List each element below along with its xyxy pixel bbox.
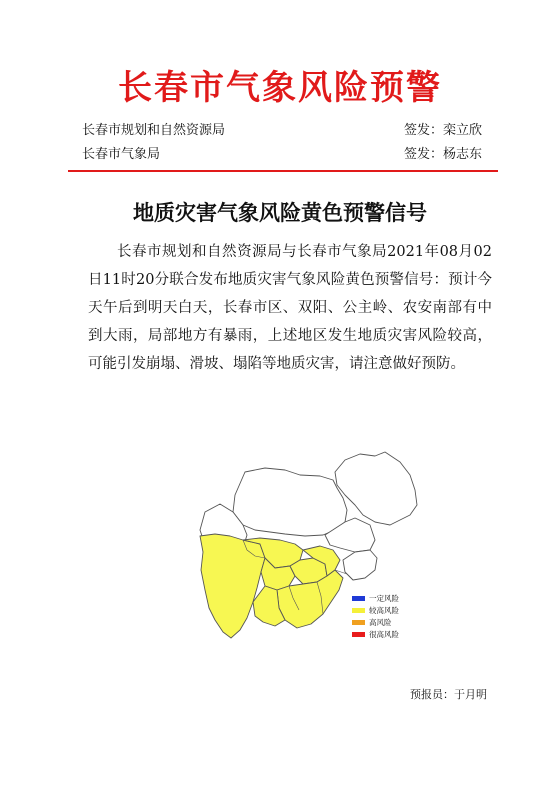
legend-label: 高风险 bbox=[369, 617, 392, 627]
forecaster-signature: 预报员：于月明 bbox=[410, 688, 487, 701]
district-dehui bbox=[335, 452, 417, 525]
warning-body: 长春市规划和自然资源局与长春市气象局2021年08月02日11时20分联合发布地质灾害气象风险黄色预警信号：预计今天午后到明天白天，长春市区、双阳、公主岭、农安南部有中到大雨，局部地方有暴雨，上述地区发生地质灾害风险较高，可能引发崩塌、滑坡、塌陷等地质灾害，请注意做好预防。 bbox=[88, 244, 492, 372]
map-legend bbox=[352, 592, 399, 640]
legend-swatch-blue bbox=[352, 596, 365, 601]
issuer-department: 长春市规划和自然资源局 bbox=[82, 123, 226, 138]
warning-heading: 地质灾害气象风险黄色预警信号 bbox=[133, 201, 427, 225]
map-yellow-districts bbox=[200, 534, 343, 638]
header-divider bbox=[68, 170, 498, 172]
legend-label: 很高风险 bbox=[369, 629, 399, 639]
issuer-signatory: 签发：栾立欣 bbox=[403, 123, 482, 138]
issuer-signatory: 签发：杨志东 bbox=[403, 147, 482, 162]
legend-item-level1 bbox=[352, 592, 399, 604]
issuer-row-planning bbox=[82, 119, 492, 137]
document-title: 长春市气象风险预警 bbox=[118, 68, 442, 108]
legend-item-level4 bbox=[352, 628, 399, 640]
district-nongan bbox=[233, 468, 347, 536]
legend-swatch-red bbox=[352, 632, 365, 637]
district-gongzhuling bbox=[200, 534, 265, 638]
legend-swatch-yellow bbox=[352, 608, 365, 613]
legend-label: 较高风险 bbox=[369, 605, 399, 615]
issuer-department: 长春市气象局 bbox=[82, 147, 161, 162]
legend-swatch-orange bbox=[352, 620, 365, 625]
issuer-row-meteorology bbox=[82, 143, 492, 161]
legend-label: 一定风险 bbox=[369, 593, 399, 603]
legend-item-level2 bbox=[352, 604, 399, 616]
legend-item-level3 bbox=[352, 616, 399, 628]
